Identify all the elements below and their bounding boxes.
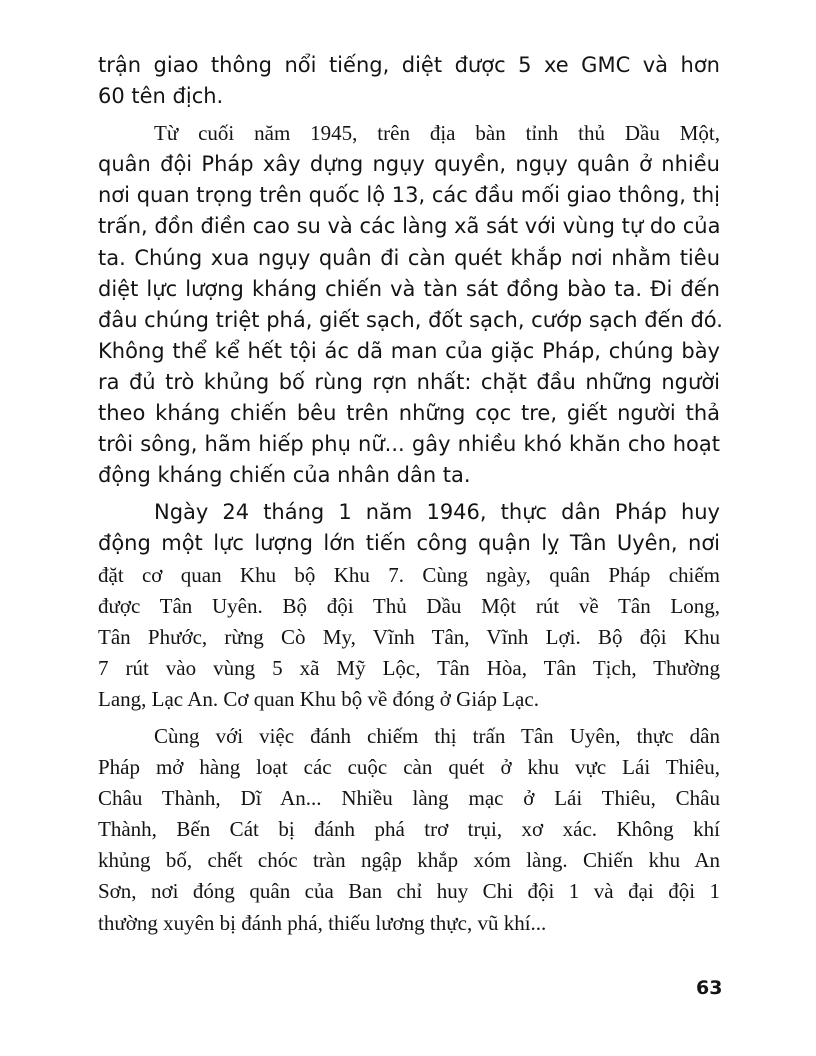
text-line: theo kháng chiến bêu trên những cọc tre, giết người thả (98, 401, 720, 426)
text-line: động một lực lượng lớn tiến công quận lỵ Tân Uyên, nơi (98, 531, 720, 556)
text-line: Từ cuối năm 1945, trên địa bàn tỉnh thủ Dầu Một, (154, 121, 720, 146)
text-line: ta. Chúng xua ngụy quân đi càn quét khắp nơi nhằm tiêu (98, 245, 720, 270)
text-line: trôi sông, hãm hiếp phụ nữ... gây nhiều khó khăn cho hoạt (98, 432, 720, 457)
text-line: trấn, đồn điền cao su và các làng xã sát với vùng tự do của (98, 214, 721, 239)
text-line: khủng bố, chết chóc tràn ngập khắp xóm làng. Chiến khu An (98, 848, 720, 873)
text-line: Ngày 24 tháng 1 năm 1946, thực dân Pháp huy (154, 500, 720, 525)
text-line: diệt lực lượng kháng chiến và tàn sát đồng bào ta. Đi đến (98, 276, 720, 301)
text-line: quân đội Pháp xây dựng ngụy quyền, ngụy quân ở nhiều (98, 152, 720, 177)
text-line: Sơn, nơi đóng quân của Ban chỉ huy Chi đội 1 và đại đội 1 (98, 879, 720, 904)
text-line: Châu Thành, Dĩ An... Nhiều làng mạc ở Lái Thiêu, Châu (98, 786, 720, 811)
text-line: Pháp mở hàng loạt các cuộc càn quét ở khu vực Lái Thiêu, (98, 755, 720, 780)
text-line: Cùng với việc đánh chiếm thị trấn Tân Uyên, thực dân (154, 723, 720, 748)
text-line: được Tân Uyên. Bộ đội Thủ Dầu Một rút về Tân Long, (98, 593, 720, 618)
text-line: nơi quan trọng trên quốc lộ 13, các đầu mối giao thông, thị (98, 183, 720, 208)
page-number: 63 (696, 977, 723, 999)
text-line: 7 rút vào vùng 5 xã Mỹ Lộc, Tân Hòa, Tân Tịch, Thường (98, 655, 720, 680)
text-line: thường xuyên bị đánh phá, thiếu lương thực, vũ khí... (98, 910, 547, 935)
text-line: 60 tên địch. (98, 84, 224, 109)
text-line: ra đủ trò khủng bố rùng rợn nhất: chặt đầu những người (98, 369, 720, 394)
text-line: Tân Phước, rừng Cò My, Vĩnh Tân, Vĩnh Lợi. Bộ đội Khu (98, 624, 720, 649)
text-line: đặt cơ quan Khu bộ Khu 7. Cùng ngày, quân Pháp chiếm (98, 562, 720, 587)
text-line: Lang, Lạc An. Cơ quan Khu bộ về đóng ở Giáp Lạc. (98, 686, 539, 711)
body-text (98, 50, 723, 939)
text-line: động kháng chiến của nhân dân ta. (98, 463, 471, 488)
text-line: Không thể kể hết tội ác dã man của giặc Pháp, chúng bày (98, 338, 720, 363)
text-line: đâu chúng triệt phá, giết sạch, đốt sạch, cướp sạch đến đó. (98, 307, 723, 332)
text-line: trận giao thông nổi tiếng, diệt được 5 xe GMC và hơn (98, 53, 720, 77)
text-line: Thành, Bến Cát bị đánh phá trơ trụi, xơ xác. Không khí (98, 817, 720, 842)
